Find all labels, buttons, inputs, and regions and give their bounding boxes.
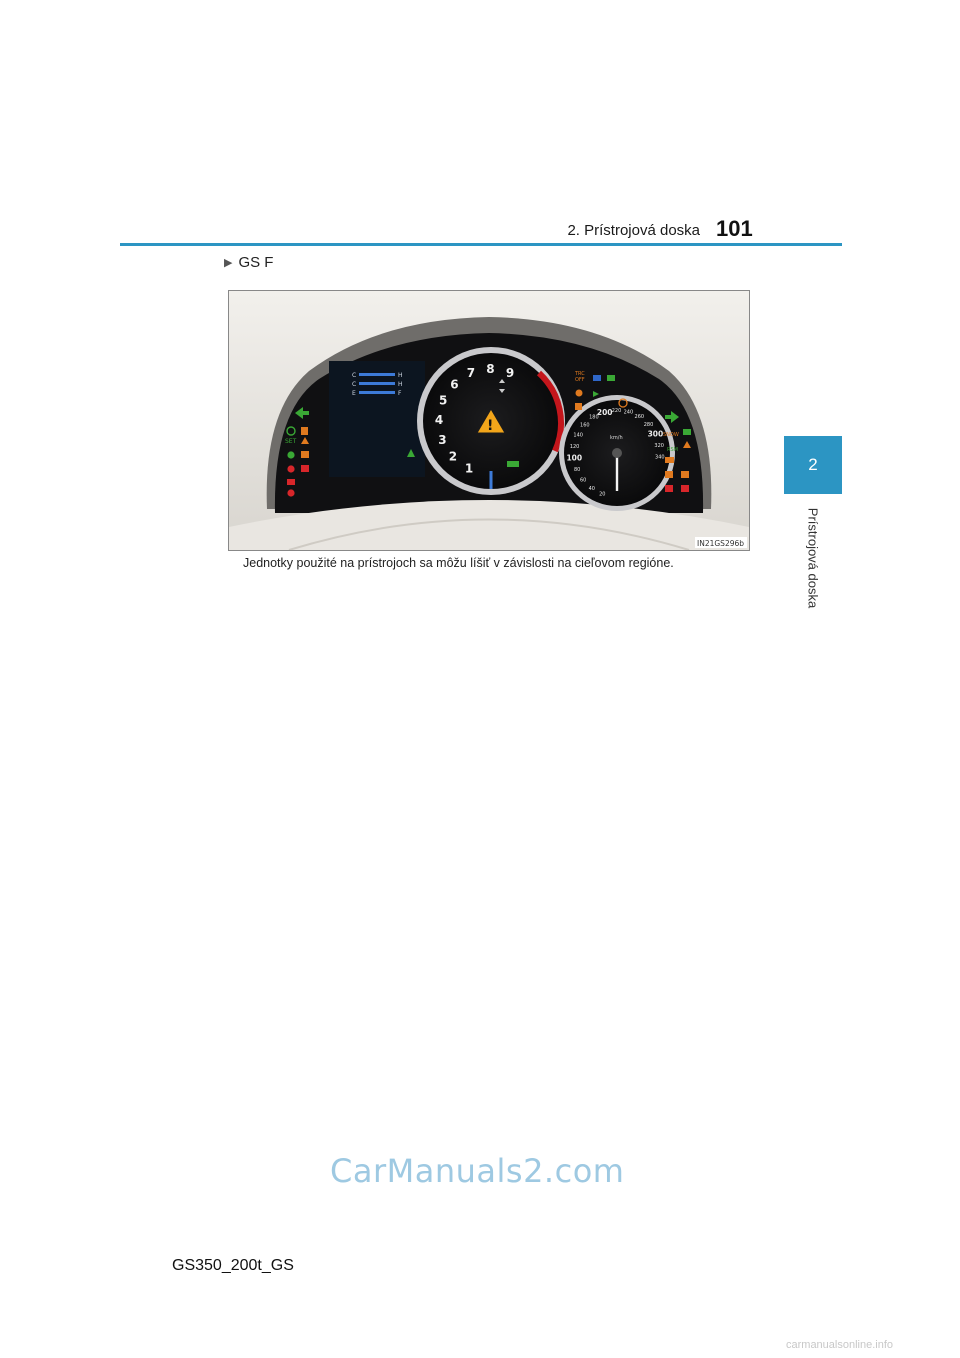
abs-warning-icon: [665, 471, 673, 478]
multi-info-display: [329, 361, 425, 477]
section-label: [224, 254, 273, 271]
speed-number-320: 320: [654, 442, 664, 449]
check-engine-icon: [665, 457, 674, 463]
tachometer: [417, 347, 565, 495]
tach-number-6: 6: [450, 377, 459, 392]
fuel-bar: [359, 391, 395, 394]
cluster-illustration: [229, 291, 749, 550]
brake-warning-icon: [665, 485, 673, 492]
speed-number-140: 140: [573, 432, 583, 439]
chapter-tab-label: [784, 500, 842, 615]
battery-warning-icon: [287, 479, 295, 485]
temp-bar-2: [359, 382, 395, 385]
watermark-carmanualsonline: carmanualsonline.info: [786, 1339, 894, 1351]
chapter-tab-number: 2: [784, 436, 842, 494]
watermark-carmanuals2: CarManuals2.com: [330, 1152, 625, 1190]
speed-number-20: 20: [599, 491, 606, 498]
speed-number-80: 80: [574, 467, 581, 474]
trc-off-label: OFF: [575, 377, 585, 383]
lane-assist-icon: [287, 451, 294, 458]
fuel-warning-icon: [301, 427, 308, 435]
tach-number-3: 3: [438, 432, 447, 447]
brake-hold-icon: [575, 403, 582, 410]
speedometer-hub: [612, 448, 622, 458]
auto-high-beam-icon: [607, 375, 615, 381]
speed-number-220: 220: [611, 408, 622, 414]
tach-number-2: 2: [448, 449, 458, 464]
footer-model-code: GS350_200t_GS: [172, 1257, 294, 1274]
speed-number-240: 240: [623, 409, 634, 416]
speed-number-60: 60: [580, 477, 587, 484]
page-number: 101: [716, 216, 753, 241]
speed-number-280: 280: [643, 421, 654, 428]
temp-bar-1: [359, 373, 395, 376]
header-section-title: 2. Prístrojová doska: [567, 222, 700, 239]
gauge-letter-e: E: [352, 390, 356, 397]
gauge-letter-c1: C: [352, 372, 357, 379]
high-beam-icon: [593, 375, 601, 381]
master-warning-mark: !: [487, 418, 494, 434]
tach-number-1: 1: [464, 461, 474, 476]
figure-caption: Jednotky použité na prístrojoch sa môžu líšiť v závislosti na cieľovom regióne.: [243, 556, 674, 570]
set-indicator: SET: [285, 438, 297, 445]
engine-check-icon: [301, 451, 309, 458]
gauge-letter-h1: H: [398, 372, 403, 379]
gauge-letter-f: F: [398, 390, 402, 397]
chapter-tab-label-text: Prístrojová doska: [805, 507, 821, 608]
speed-number-300: 300: [647, 429, 664, 439]
airbag-warning-icon: [301, 465, 309, 472]
instrument-cluster-figure: [228, 290, 750, 551]
speed-number-120: 120: [569, 443, 580, 450]
snow-indicator: SNOW: [663, 432, 679, 438]
eco-mode-badge: [507, 461, 519, 467]
tach-number-5: 5: [439, 393, 448, 408]
vsc-warning-icon: [681, 471, 689, 478]
speed-number-200: 200: [596, 407, 613, 417]
speed-number-40: 40: [588, 485, 595, 492]
triangle-bullet-icon: ▶: [224, 257, 233, 269]
speed-number-180: 180: [589, 414, 599, 421]
rsm-indicator: RSM: [667, 447, 678, 453]
gauge-letter-c2: C: [352, 381, 357, 388]
speed-number-340: 340: [655, 454, 665, 461]
speed-number-100: 100: [566, 453, 583, 463]
gauge-letter-h2: H: [398, 381, 403, 388]
speed-number-160: 160: [580, 422, 590, 429]
oil-pressure-icon: [287, 489, 294, 496]
power-steering-icon: [681, 485, 689, 492]
tach-number-9: 9: [505, 365, 515, 380]
parking-icon: [683, 429, 691, 435]
trc-label: TRC: [575, 371, 585, 377]
tach-number-8: 8: [486, 362, 495, 377]
speedometer: [559, 395, 675, 511]
tach-number-7: 7: [466, 366, 476, 381]
tach-number-4: 4: [434, 413, 444, 428]
slip-indicator-icon: [576, 390, 583, 397]
seatbelt-warning-icon: [287, 465, 294, 472]
section-label-text: GS F: [238, 254, 274, 271]
speed-number-260: 260: [634, 414, 645, 421]
image-code: IN21GS296b: [697, 539, 745, 548]
header-rule: [120, 243, 842, 246]
speed-unit: km/h: [610, 435, 623, 441]
